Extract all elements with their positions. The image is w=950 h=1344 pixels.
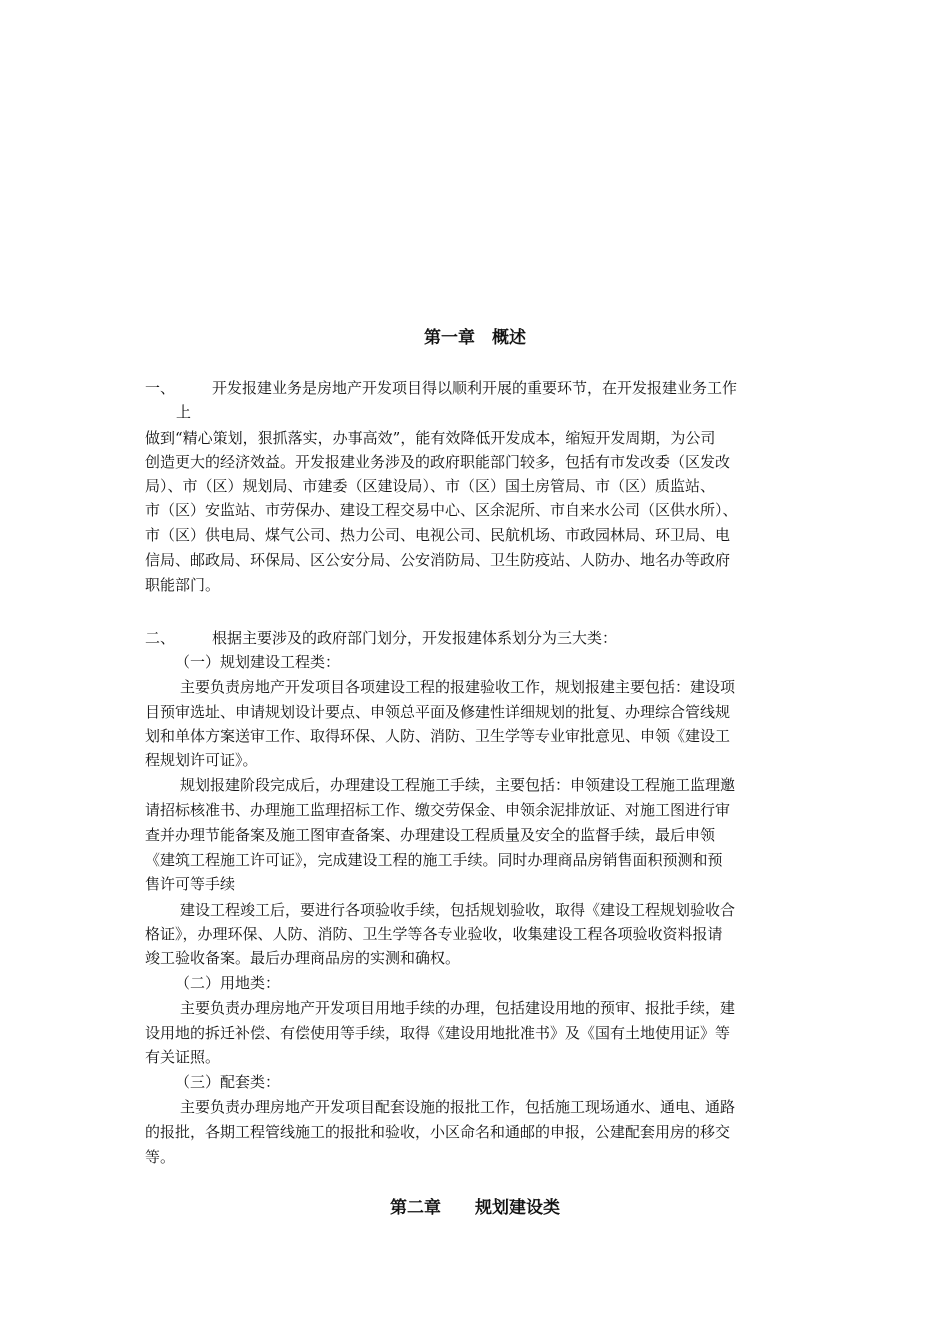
section-1-line: 市（区）供电局、煤气公司、热力公司、电视公司、民航机场、市政园林局、环卫局、电	[145, 526, 731, 544]
section-1-line: 做到“精心策划，狠抓落实，办事高效”，能有效降低开发成本，缩短开发周期，为公司	[145, 429, 716, 447]
subsection-2-title: （二）用地类：	[175, 974, 281, 992]
paragraph-line: 格证》，办理环保、人防、消防、卫生学等各专业验收，收集建设工程各项验收资料报请	[145, 925, 723, 943]
paragraph-line: 程规划许可证》。	[145, 751, 258, 769]
paragraph-line: 等。	[145, 1148, 176, 1166]
paragraph-line: 主要负责房地产开发项目各项建设工程的报建验收工作，规划报建主要包括：建设项	[180, 678, 736, 696]
paragraph-line: 查并办理节能备案及施工图审查备案、办理建设工程质量及安全的监督手续，最后申领	[145, 826, 716, 844]
section-1-line: 市（区）安监站、市劳保办、建设工程交易中心、区余泥所、市自来水公司（区供水所）、	[145, 501, 738, 519]
chapter-1-title: 第一章 概述	[424, 328, 526, 348]
paragraph-line: 的报批，各期工程管线施工的报批和验收，小区命名和通邮的申报，公建配套用房的移交	[145, 1123, 731, 1141]
section-1-line: 创造更大的经济效益。开发报建业务涉及的政府职能部门较多，包括有市发改委（区发改	[145, 453, 731, 471]
paragraph-line: 有关证照。	[145, 1048, 221, 1066]
paragraph-line: 目预审选址、申请规划设计要点、申领总平面及修建性详细规划的批复、办理综合管线规	[145, 703, 731, 721]
section-2-number: 二、	[145, 629, 176, 647]
paragraph-line: 主要负责办理房地产开发项目用地手续的办理，包括建设用地的预审、报批手续，建	[180, 999, 736, 1017]
section-1-line: 上	[176, 403, 192, 421]
paragraph-line: 售许可等手续	[145, 875, 236, 893]
paragraph-line: 竣工验收备案。最后办理商品房的实测和确权。	[145, 949, 461, 967]
subsection-3-title: （三）配套类：	[175, 1073, 281, 1091]
paragraph-line: 请招标核准书、办理施工监理招标工作、缴交劳保金、申领余泥排放证、对施工图进行审	[145, 801, 731, 819]
paragraph-line: 建设工程竣工后，要进行各项验收手续，包括规划验收，取得《建设工程规划验收合	[180, 901, 736, 919]
section-1-line: 职能部门。	[145, 576, 221, 594]
section-1-line: 开发报建业务是房地产开发项目得以顺利开展的重要环节，在开发报建业务工作	[212, 379, 738, 397]
section-2-intro: 根据主要涉及的政府部门划分，开发报建体系划分为三大类：	[212, 629, 618, 647]
paragraph-line: 《建筑工程施工许可证》，完成建设工程的施工手续。同时办理商品房销售面积预测和预	[145, 851, 723, 869]
subsection-1-title: （一）规划建设工程类：	[175, 653, 341, 671]
section-1-number: 一、	[145, 379, 176, 397]
paragraph-line: 主要负责办理房地产开发项目配套设施的报批工作，包括施工现场通水、通电、通路	[180, 1098, 736, 1116]
paragraph-line: 设用地的拆迁补偿、有偿使用等手续，取得《建设用地批准书》及《国有土地使用证》等	[145, 1024, 731, 1042]
section-1-line: 局）、市（区）规划局、市建委（区建设局）、市（区）国土房管局、市（区）质监站、	[145, 477, 716, 495]
section-1-line: 信局、邮政局、环保局、区公安分局、公安消防局、卫生防疫站、人防办、地名办等政府	[145, 551, 731, 569]
paragraph-line: 规划报建阶段完成后，办理建设工程施工手续，主要包括：申领建设工程施工监理邀	[180, 776, 736, 794]
paragraph-line: 划和单体方案送审工作、取得环保、人防、消防、卫生学等专业审批意见、申领《建设工	[145, 727, 731, 745]
chapter-2-title: 第二章 规划建设类	[390, 1198, 560, 1218]
